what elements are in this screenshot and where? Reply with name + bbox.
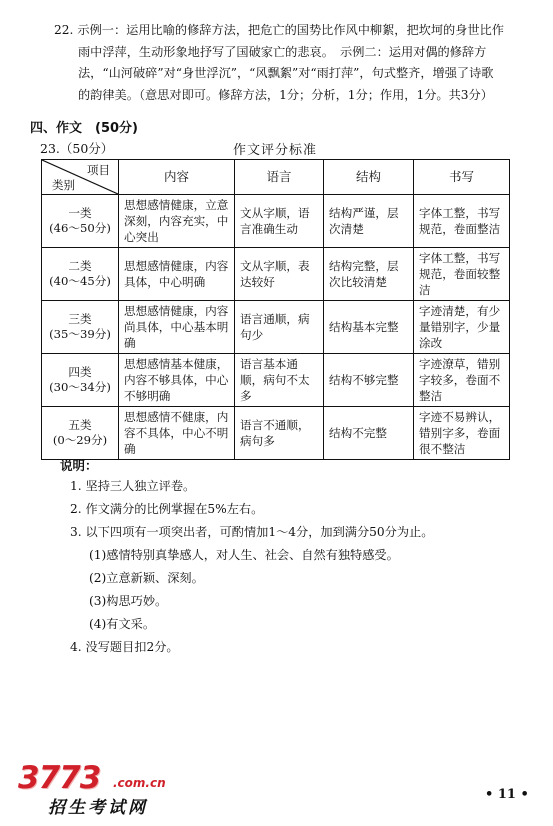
category-cell	[42, 407, 119, 460]
table-row	[42, 248, 510, 301]
question-23-label: 23.（50分）	[40, 141, 114, 156]
q22-answer	[40, 20, 518, 106]
corner-label-item: 项目	[87, 163, 110, 177]
table-title: 作文评分标准	[233, 143, 318, 158]
category-range: (30～34分)	[49, 380, 111, 394]
notes-heading: 说明：	[60, 458, 98, 473]
watermark-domain: .com.cn	[113, 776, 166, 790]
note-subitem-2: (2)立意新颖、深刻。	[89, 571, 204, 585]
category-name: 五类	[68, 418, 92, 432]
note-subitem-3: (3)构思巧妙。	[89, 594, 168, 608]
content-cell: 思想感情健康，内容尚具体，中心基本明确	[119, 301, 235, 354]
structure-cell: 结构严谨，层次清楚	[324, 195, 414, 248]
q22-line-2: 雨中浮萍，生动形象地抒写了国破家亡的悲哀。 示例二：运用对偶的修辞方	[78, 44, 487, 59]
structure-cell: 结构不够完整	[324, 354, 414, 407]
writing-cell: 字体工整，书写规范，卷面较整洁	[414, 248, 510, 301]
table-row	[42, 354, 510, 407]
category-range: (35～39分)	[49, 327, 111, 341]
note-item-1: 1. 坚持三人独立评卷。	[70, 479, 196, 493]
header-content: 内容	[119, 160, 235, 195]
content-cell: 思想感情不健康，内容不具体，中心不明确	[119, 407, 235, 460]
language-cell: 文从字顺，语言准确生动	[235, 195, 324, 248]
category-range: (46～50分)	[49, 221, 111, 235]
section-heading: 四、作文 (50分)	[30, 121, 138, 136]
page-number: • 11 •	[485, 787, 529, 802]
writing-cell: 字体工整，书写规范，卷面整洁	[414, 195, 510, 248]
category-cell	[42, 354, 119, 407]
category-name: 一类	[68, 206, 92, 220]
table-row	[42, 195, 510, 248]
q22-line-1: 22. 示例一：运用比喻的修辞方法，把危亡的国势比作风中柳絮，把坎坷的身世比作	[54, 23, 504, 37]
writing-cell: 字迹不易辨认，错别字多，卷面很不整洁	[414, 407, 510, 460]
watermark-tagline: 招生考试网	[48, 798, 148, 818]
corner-header-cell	[42, 160, 119, 195]
category-name: 二类	[68, 259, 92, 273]
note-item-3: 3. 以下四项有一项突出者，可酌情加1～4分，加到满分50分为止。	[70, 525, 434, 539]
header-structure: 结构	[324, 160, 414, 195]
q22-line-3: 法，“山河破碎”对“身世浮沉”，“风飘絮”对“雨打萍”，句式整齐，增强了诗歌	[78, 66, 494, 80]
structure-cell: 结构完整，层次比较清楚	[324, 248, 414, 301]
q22-line-4: 的韵律美。（意思对即可。修辞方法，1分；分析，1分；作用，1分。共3分）	[78, 87, 493, 102]
watermark-logo: 3773	[18, 760, 101, 796]
content-cell: 思想感情健康，立意深刻，内容充实，中心突出	[119, 195, 235, 248]
table-row	[42, 301, 510, 354]
writing-cell: 字迹清楚，有少量错别字，少量涂改	[414, 301, 510, 354]
note-subitem-4: (4)有文采。	[89, 617, 156, 631]
table-header-row	[42, 160, 510, 195]
language-cell: 语言不通顺，病句多	[235, 407, 324, 460]
note-subitem-1: (1)感情特别真挚感人，对人生、社会、自然有独特感受。	[89, 548, 399, 562]
writing-cell: 字迹潦草，错别字较多，卷面不整洁	[414, 354, 510, 407]
language-cell: 语言通顺，病句少	[235, 301, 324, 354]
category-cell	[42, 248, 119, 301]
structure-cell: 结构不完整	[324, 407, 414, 460]
header-writing: 书写	[414, 160, 510, 195]
structure-cell: 结构基本完整	[324, 301, 414, 354]
category-range: (40～45分)	[49, 274, 111, 288]
q22-number: 22.	[54, 23, 74, 37]
content-cell: 思想感情健康，内容具体，中心明确	[119, 248, 235, 301]
category-name: 四类	[68, 365, 92, 379]
category-cell	[42, 195, 119, 248]
header-language: 语言	[235, 160, 324, 195]
language-cell: 语言基本通顺，病句不太多	[235, 354, 324, 407]
category-name: 三类	[68, 312, 92, 326]
corner-label-category: 类别	[52, 178, 75, 192]
table-row	[42, 407, 510, 460]
note-item-4: 4. 没写题目扣2分。	[70, 640, 179, 654]
category-range: (0～29分)	[52, 433, 108, 447]
content-cell: 思想感情基本健康，内容不够具体，中心不够明确	[119, 354, 235, 407]
language-cell: 文从字顺，表达较好	[235, 248, 324, 301]
category-cell	[42, 301, 119, 354]
note-item-2: 2. 作文满分的比例掌握在5%左右。	[70, 502, 264, 516]
grading-table	[41, 159, 510, 460]
